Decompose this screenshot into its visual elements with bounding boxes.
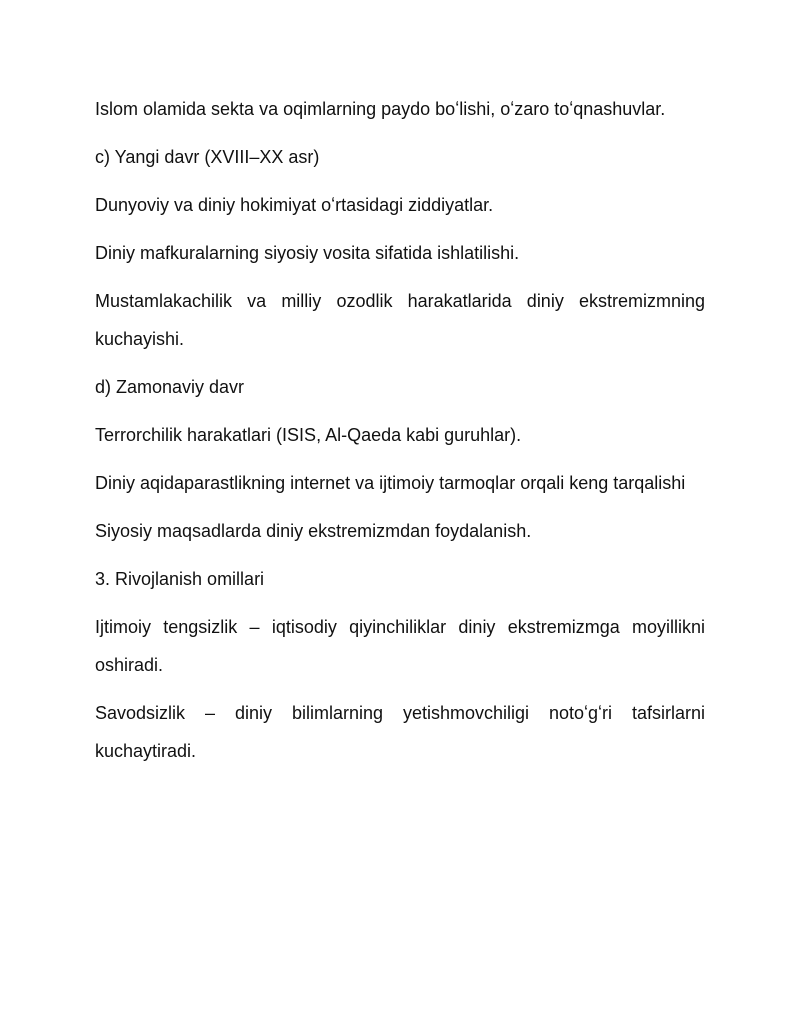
paragraph-terrorist-movements: Terrorchilik harakatlari (ISIS, Al-Qaeda kabi guruhlar). — [95, 425, 522, 445]
heading-development-factors: 3. Rivojlanish omillari — [95, 569, 265, 589]
paragraph-illiteracy: Savodsizlik – diniy bilimlarning yetishmovchiligi notoʻgʻri tafsirlarni kuchaytiradi. — [95, 703, 705, 761]
paragraph-sects-conflicts: Islom olamida sekta va oqimlarning paydo boʻlishi, oʻzaro toʻqnashuvlar. — [95, 99, 666, 119]
heading-new-era: c) Yangi davr (XVIII–XX asr) — [95, 147, 320, 167]
paragraph-colonialism-extremism: Mustamlakachilik va milliy ozodlik harakatlarida diniy ekstremizmning kuchayishi. — [95, 291, 705, 349]
paragraph-internet-spread: Diniy aqidaparastlikning internet va ijtimoiy tarmoqlar orqali keng tarqalishi — [95, 473, 686, 493]
paragraph-social-inequality: Ijtimoiy tengsizlik – iqtisodiy qiyinchiliklar diniy ekstremizmga moyillikni oshiradi. — [95, 617, 705, 675]
document-page — [95, 90, 705, 780]
heading-modern-era: d) Zamonaviy davr — [95, 377, 245, 397]
paragraph-political-use: Siyosiy maqsadlarda diniy ekstremizmdan foydalanish. — [95, 521, 532, 541]
paragraph-ideology-political-tool: Diniy mafkuralarning siyosiy vosita sifatida ishlatilishi. — [95, 243, 520, 263]
paragraph-secular-religious-conflicts: Dunyoviy va diniy hokimiyat oʻrtasidagi ziddiyatlar. — [95, 195, 494, 215]
